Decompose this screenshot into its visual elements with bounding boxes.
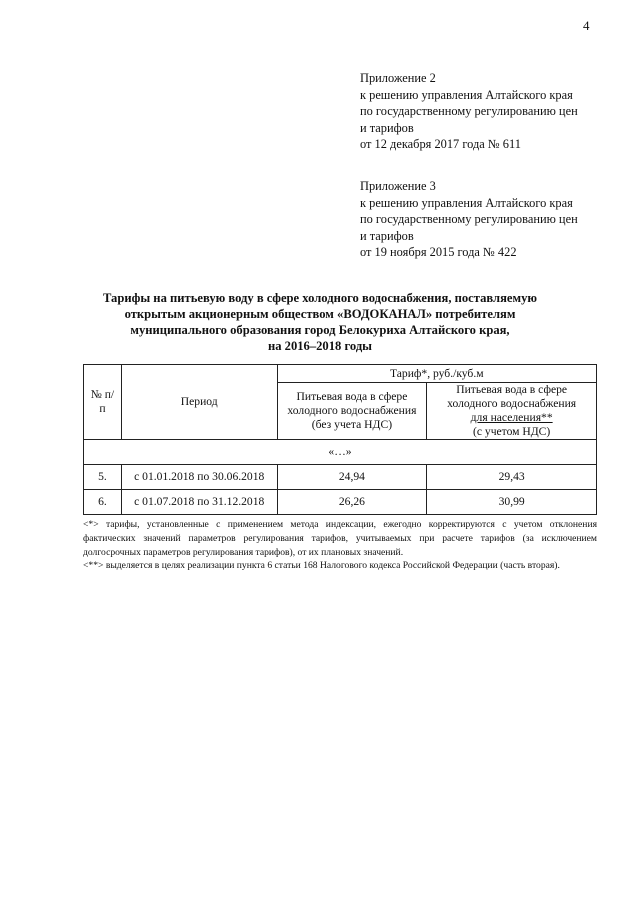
appendix-2-date: от 12 декабря 2017 года № 611 xyxy=(360,137,521,152)
table-row xyxy=(84,465,597,490)
header-line-underlined: для населения** xyxy=(470,411,553,424)
appendix-2-block xyxy=(360,70,610,153)
header-period: Период xyxy=(121,365,277,440)
row-num: 5. xyxy=(84,465,122,490)
footnotes xyxy=(83,518,597,573)
appendix-3-block xyxy=(360,178,610,261)
header-line: холодного водоснабжения xyxy=(447,397,577,410)
table-header-row xyxy=(84,365,597,383)
row-period: с 01.01.2018 по 30.06.2018 xyxy=(121,465,277,490)
appendix-3-date: от 19 ноября 2015 года № 422 xyxy=(360,245,517,260)
row-value-without-vat: 26,26 xyxy=(277,490,427,515)
title-line: на 2016–2018 годы xyxy=(267,339,373,353)
footnote-2: <**> выделяется в целях реализации пункта 6 статьи 168 Налогового кодекса Российской Федерации (часть вторая). xyxy=(83,560,560,572)
row-period: с 01.07.2018 по 31.12.2018 xyxy=(121,490,277,515)
header-line: холодного водоснабжения xyxy=(287,404,417,417)
appendix-2-line: по государственному регулированию цен xyxy=(360,104,578,119)
page-number: 4 xyxy=(583,18,590,33)
document-title xyxy=(70,290,570,354)
header-line: (без учета НДС) xyxy=(311,418,393,431)
title-line: муниципального образования город Белокуриха Алтайского края, xyxy=(130,323,510,337)
header-tariff: Тариф*, руб./куб.м xyxy=(277,365,596,383)
header-without-vat xyxy=(277,383,427,440)
row-num: 6. xyxy=(84,490,122,515)
appendix-2-line: и тарифов xyxy=(360,120,414,135)
header-line: (с учетом НДС) xyxy=(473,425,551,438)
header-line: Питьевая вода в сфере xyxy=(296,390,408,403)
tariffs-table xyxy=(83,364,597,515)
appendix-3-line: по государственному регулированию цен xyxy=(360,212,578,227)
appendix-2-line: к решению управления Алтайского края xyxy=(360,87,573,102)
row-value-without-vat: 24,94 xyxy=(277,465,427,490)
title-line: открытым акционерным обществом «ВОДОКАНАЛ» потребителям xyxy=(124,307,516,321)
header-with-vat xyxy=(427,383,597,440)
ellipsis-cell: «…» xyxy=(84,440,597,465)
header-line: Питьевая вода в сфере xyxy=(456,383,568,396)
appendix-3-heading: Приложение 3 xyxy=(360,179,436,193)
row-value-with-vat: 30,99 xyxy=(427,490,597,515)
table-row xyxy=(84,490,597,515)
header-num: № п/п xyxy=(84,365,122,440)
appendix-3-line: к решению управления Алтайского края xyxy=(360,195,573,210)
title-line: Тарифы на питьевую воду в сфере холодного водоснабжения, поставляемую xyxy=(102,291,538,305)
appendix-3-line: и тарифов xyxy=(360,228,414,243)
row-value-with-vat: 29,43 xyxy=(427,465,597,490)
table-row-ellipsis xyxy=(84,440,597,465)
appendix-2-heading: Приложение 2 xyxy=(360,71,436,85)
footnote-1: <*> тарифы, установленные с применением метода индексации, ежегодно корректируются с учетом отклонения фактических значений параметров регулирования тарифов, учитываемых при расчете тарифов (за исключением долгосрочных параметров регулирования тарифов), от их плановых значений. xyxy=(83,519,597,558)
